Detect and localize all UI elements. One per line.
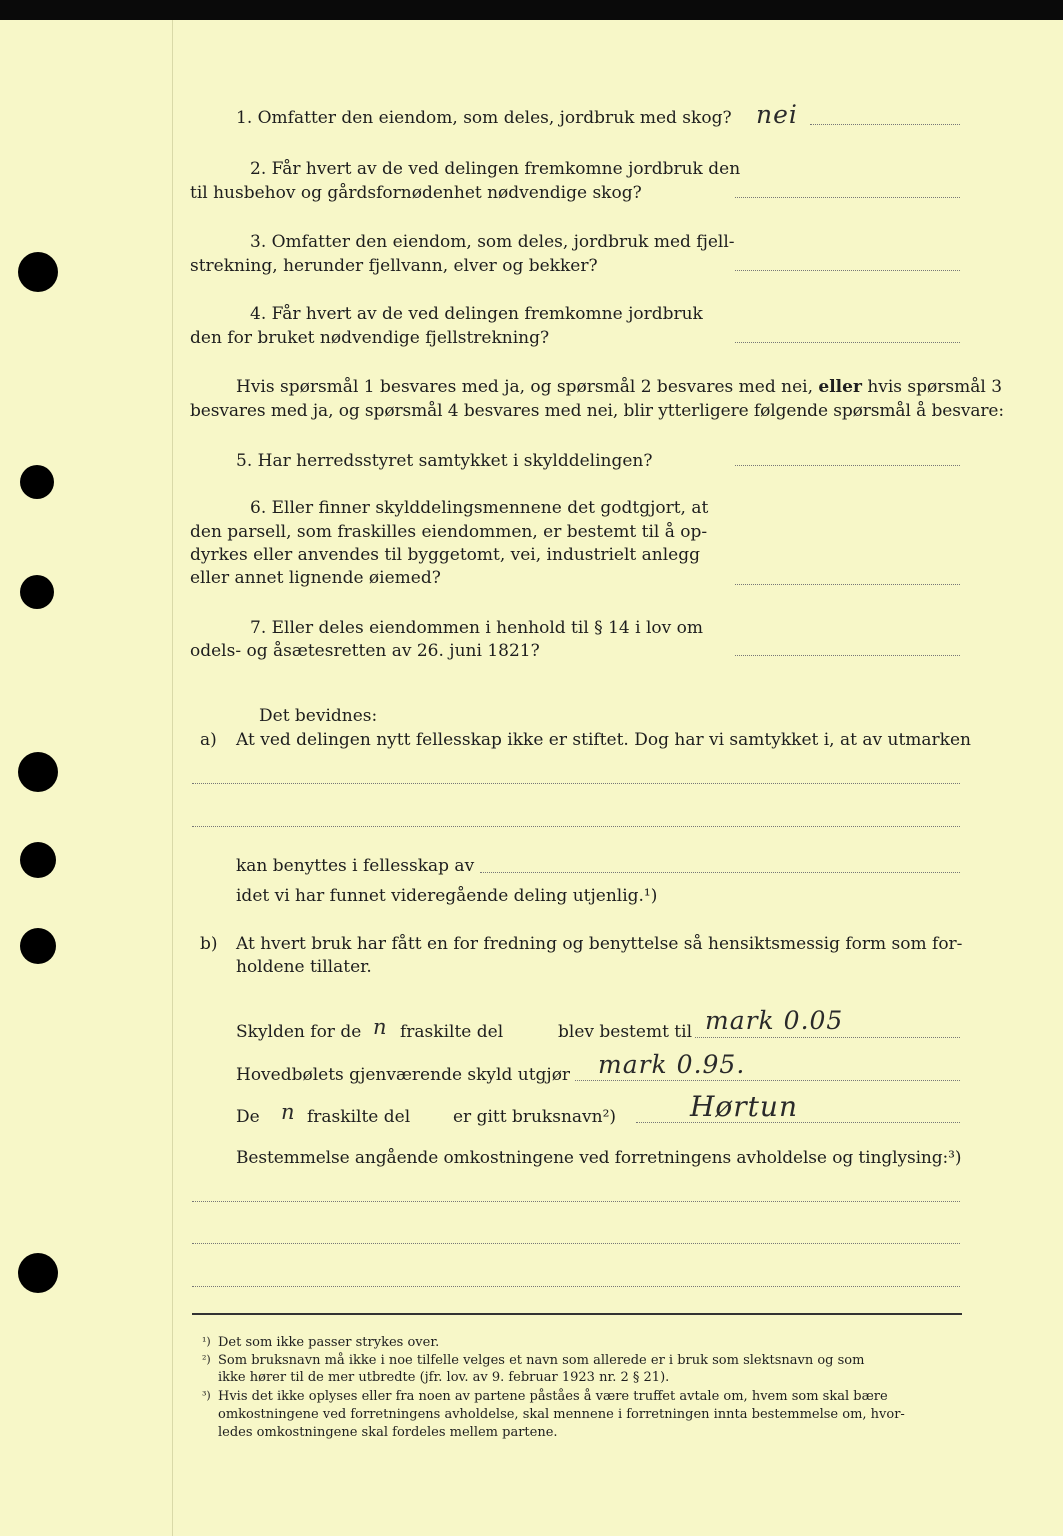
question-7-line1: 7. Eller deles eiendommen i henhold til § 14 i lov om <box>250 618 703 638</box>
answer-line <box>810 124 960 125</box>
fill-line <box>695 1037 960 1038</box>
bevis-a-label: a) <box>200 730 217 750</box>
intro-line2: besvares med ja, og spørsmål 4 besvares med nei, blir ytterligere følgende spørsmål å besvare: <box>190 401 1004 421</box>
question-6-line3: dyrkes eller anvendes til byggetomt, vei, industrielt anlegg <box>190 545 700 565</box>
punch-hole <box>18 1253 58 1293</box>
answer-line <box>735 465 960 466</box>
bruksnavn-de: De <box>236 1107 260 1127</box>
scan-top-edge <box>0 0 1063 20</box>
footnote-3-line3: ledes omkostningene skal fordeles mellem partene. <box>218 1425 558 1440</box>
intro-line1-a: Hvis spørsmål 1 besvares med ja, og spørsmål 2 besvares med nei, <box>236 377 813 397</box>
skyld-handwritten-n: n <box>373 1015 388 1039</box>
footnote-3-line1: Hvis det ikke oplyses eller fra noen av partene påståes å være truffet avtale om, hvem som skal bære <box>218 1389 888 1404</box>
question-3-line2: strekning, herunder fjellvann, elver og bekker? <box>190 256 598 276</box>
question-1: 1. Omfatter den eiendom, som deles, jordbruk med skog? <box>236 108 732 128</box>
answer-line <box>735 655 960 656</box>
question-4-line1: 4. Får hvert av de ved delingen fremkomne jordbruk <box>250 304 703 324</box>
bevis-b-label: b) <box>200 934 218 954</box>
fill-line <box>480 872 960 873</box>
punch-hole <box>18 752 58 792</box>
fill-line <box>192 783 960 784</box>
question-6-line1: 6. Eller finner skylddelingsmennene det godtgjort, at <box>250 498 709 518</box>
bruksnavn-fraskilte: fraskilte del <box>307 1107 411 1127</box>
bruksnavn-handwritten-n: n <box>281 1100 296 1124</box>
intro-line1 <box>236 377 1002 397</box>
page-fold-line <box>172 20 173 1536</box>
footnote-rule <box>192 1313 962 1315</box>
punch-hole <box>20 465 54 499</box>
punch-hole <box>20 842 56 878</box>
question-6-line2: den parsell, som fraskilles eiendommen, er bestemt til å op- <box>190 522 708 542</box>
hovedbol-value: mark 0.95. <box>598 1050 746 1079</box>
fill-line <box>192 1201 960 1202</box>
punch-hole <box>20 575 54 609</box>
footnote-2-line1: Som bruksnavn må ikke i noe tilfelle velges et navn som allerede er i bruk som slektsnavn og som <box>218 1353 865 1368</box>
footnote-2-line2: ikke hører til de mer utbredte (jfr. lov. av 9. februar 1923 nr. 2 § 21). <box>218 1370 670 1385</box>
skyld-label-3: blev bestemt til <box>558 1022 693 1042</box>
footnote-1: Det som ikke passer strykes over. <box>218 1335 440 1350</box>
skyld-label-2: fraskilte del <box>400 1022 504 1042</box>
fellesskap-text: kan benyttes i fellesskap av <box>236 856 475 876</box>
hovedbol-label: Hovedbølets gjenværende skyld utgjør <box>236 1065 571 1085</box>
footnote-1-marker: ¹) <box>202 1335 211 1348</box>
bestemmelse-label: Bestemmelse angående omkostningene ved forretningens avholdelse og tinglysing:³) <box>236 1148 962 1168</box>
question-1-answer: nei <box>756 100 798 129</box>
fill-line <box>575 1080 960 1081</box>
answer-line <box>735 270 960 271</box>
fill-line <box>636 1122 960 1123</box>
intro-line1-bold: eller <box>818 377 862 397</box>
footnote-3-line2: omkostningene ved forretningens avholdelse, skal mennene i forretningen innta bestemmelse om, hvor- <box>218 1407 905 1422</box>
footnote-2-marker: ²) <box>202 1353 211 1366</box>
punch-hole <box>20 928 56 964</box>
question-5: 5. Har herredsstyret samtykket i skylddelingen? <box>236 451 653 471</box>
bevis-heading: Det bevidnes: <box>259 706 378 726</box>
idet-text: idet vi har funnet videregående deling utjenlig.¹) <box>236 886 658 906</box>
answer-line <box>735 197 960 198</box>
fill-line <box>192 1286 960 1287</box>
punch-hole <box>18 252 58 292</box>
question-7-line2: odels- og åsætesretten av 26. juni 1821? <box>190 641 540 661</box>
bevis-b-line1: At hvert bruk har fått en for fredning og benyttelse så hensiktsmessig form som for- <box>236 934 963 954</box>
fill-line <box>192 1243 960 1244</box>
question-6-line4: eller annet lignende øiemed? <box>190 568 441 588</box>
bruksnavn-label: er gitt bruksnavn²) <box>453 1107 617 1127</box>
answer-line <box>735 584 960 585</box>
skyld-label-1: Skylden for de <box>236 1022 362 1042</box>
bruksnavn-value: Hørtun <box>690 1090 798 1123</box>
question-4-line2: den for bruket nødvendige fjellstrekning? <box>190 328 550 348</box>
bevis-a-text: At ved delingen nytt fellesskap ikke er stiftet. Dog har vi samtykket i, at av utmarken <box>236 730 971 750</box>
bevis-b-line2: holdene tillater. <box>236 957 372 977</box>
question-2-line2: til husbehov og gårdsfornødenhet nødvendige skog? <box>190 183 642 203</box>
fill-line <box>192 826 960 827</box>
question-2-line1: 2. Får hvert av de ved delingen fremkomne jordbruk den <box>250 159 741 179</box>
skyld-value: mark 0.05 <box>705 1006 844 1035</box>
answer-line <box>735 342 960 343</box>
intro-line1-b: hvis spørsmål 3 <box>867 377 1003 397</box>
question-3-line1: 3. Omfatter den eiendom, som deles, jordbruk med fjell- <box>250 232 735 252</box>
footnote-3-marker: ³) <box>202 1389 211 1402</box>
